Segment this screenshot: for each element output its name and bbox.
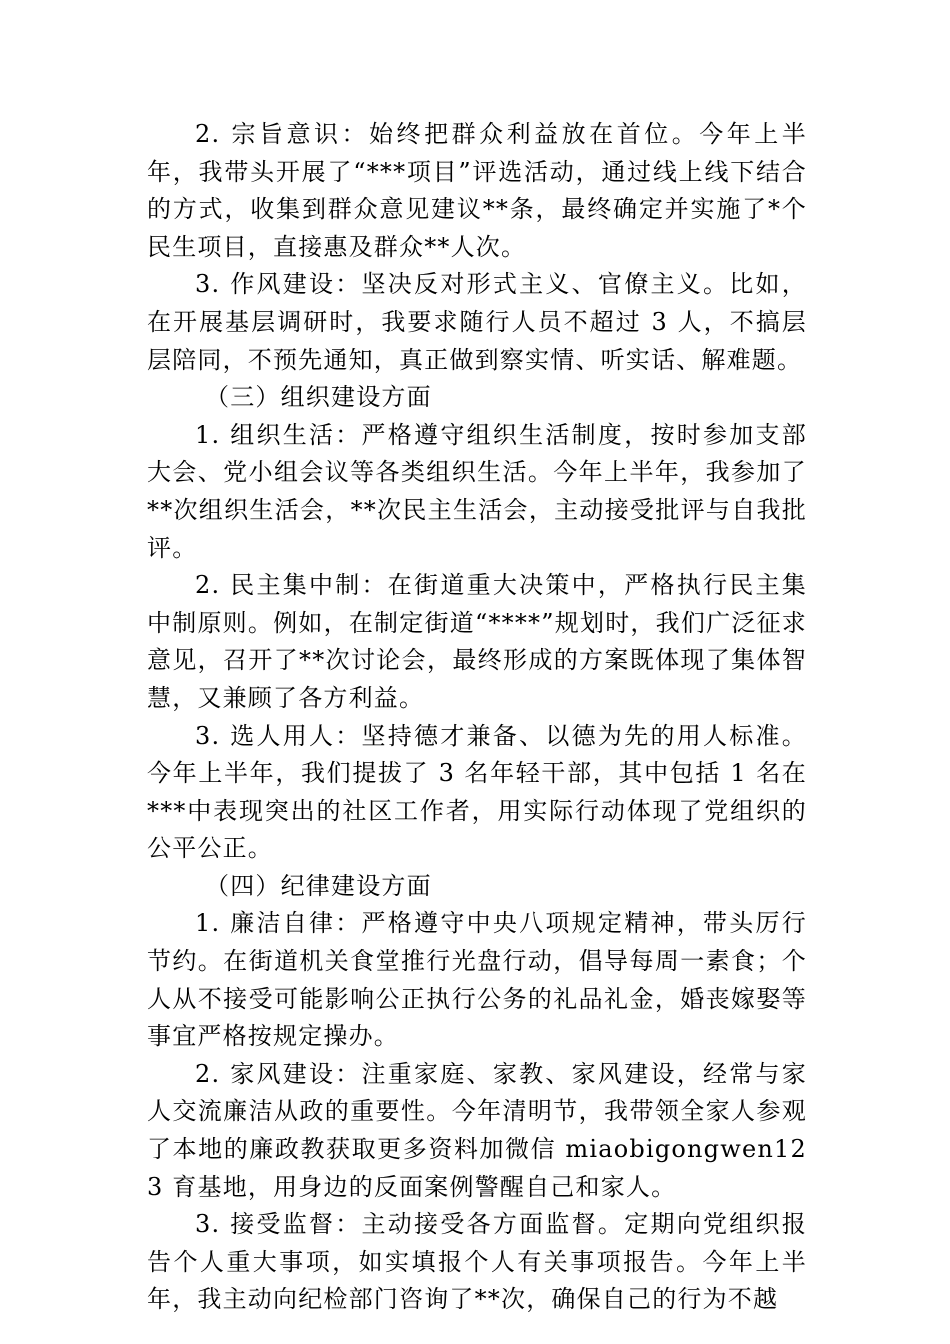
document-body xyxy=(147,116,807,1319)
paragraph-integrity: 1. 廉洁自律：严格遵守中央八项规定精神，带头厉行节约。在街道机关食堂推行光盘行动，倡导每周一素食；个人从不接受可能影响公正执行公务的礼品礼金，婚丧嫁娶等事宜严格按规定操办。 xyxy=(147,909,807,1051)
paragraph-personnel-selection: 3. 选人用人：坚持德才兼备、以德为先的用人标准。今年上半年，我们提拔了 3 名年轻干部，其中包括 1 名在***中表现突出的社区工作者，用实际行动体现了党组织的公平公正。 xyxy=(147,721,807,863)
paragraph-democratic-centralism: 2. 民主集中制：在街道重大决策中，严格执行民主集中制原则。例如，在制定街道“****”规划时，我们广泛征求意见，召开了**次讨论会，最终形成的方案既体现了集体智慧，又兼顾了各方利益。 xyxy=(147,571,807,712)
paragraph-organization-life: 1. 组织生活：严格遵守组织生活制度，按时参加支部大会、党小组会议等各类组织生活。今年上半年，我参加了**次组织生活会，**次民主生活会，主动接受批评与自我批评。 xyxy=(147,420,807,562)
section-heading-discipline: （四）纪律建设方面 xyxy=(205,871,432,900)
paragraph-work-style: 3. 作风建设：坚决反对形式主义、官僚主义。比如，在开展基层调研时，我要求随行人员不超过 3 人，不搞层层陪同，不预先通知，真正做到察实情、听实话、解难题。 xyxy=(147,270,807,374)
section-heading-organization: （三）组织建设方面 xyxy=(205,383,432,412)
paragraph-family-style: 2. 家风建设：注重家庭、家教、家风建设，经常与家人交流廉洁从政的重要性。今年清明节，我带领全家人参观了本地的廉政教获取更多资料加微信 miaobigongwen123 育基地，用身边的反面案例警醒自己和家人。 xyxy=(147,1059,807,1201)
paragraph-supervision: 3. 接受监督：主动接受各方面监督。定期向党组织报告个人重大事项，如实填报个人有关事项报告。今年上半年，我主动向纪检部门咨询了**次，确保自己的行为不越 xyxy=(147,1210,807,1314)
paragraph-purpose-awareness: 2. 宗旨意识：始终把群众利益放在首位。今年上半年，我带头开展了“***项目”评选活动，通过线上线下结合的方式，收集到群众意见建议**条，最终确定并实施了*个民生项目，直接惠及群众**人次。 xyxy=(147,120,807,261)
